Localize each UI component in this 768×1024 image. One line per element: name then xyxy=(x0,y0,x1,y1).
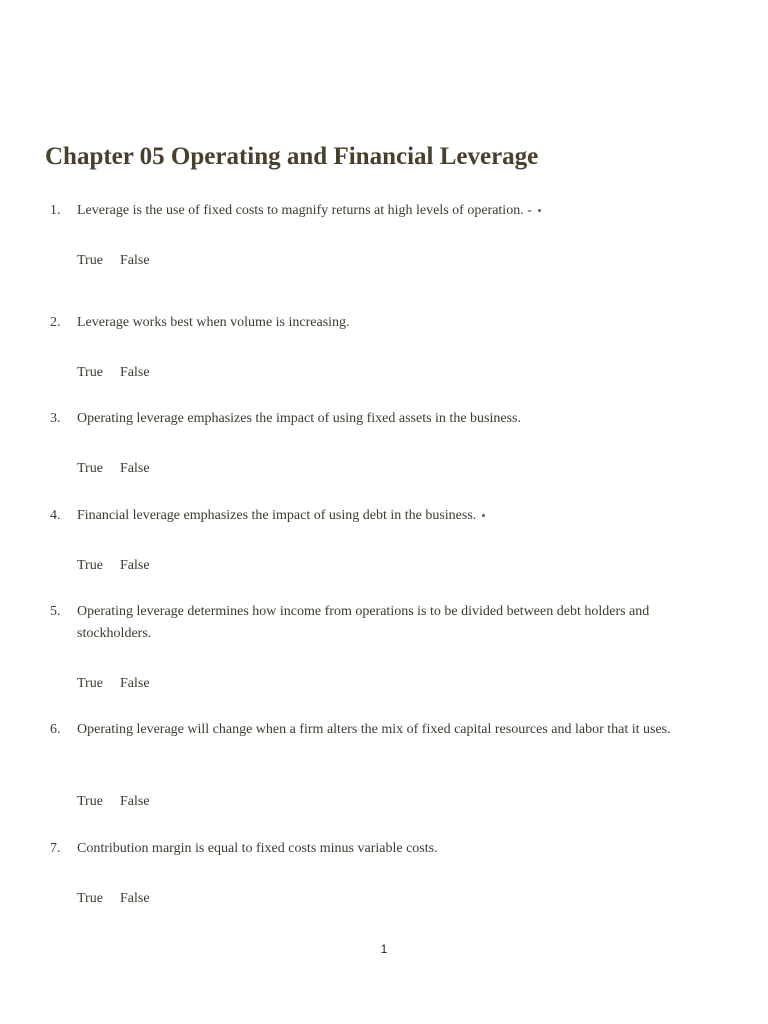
page-number: 1 xyxy=(380,942,388,956)
answer-options xyxy=(77,362,150,384)
question-number: 3. xyxy=(50,411,61,426)
answer-options xyxy=(77,791,150,813)
option-false[interactable]: False xyxy=(120,676,150,691)
page-title: Chapter 05 Operating and Financial Leverage xyxy=(45,143,539,170)
option-true[interactable]: True xyxy=(77,794,103,809)
question-text: Operating leverage determines how income from operations is to be divided between debt holders and stockholders. xyxy=(77,604,650,641)
question-text: Leverage works best when volume is increasing. xyxy=(77,315,350,330)
answer-options xyxy=(77,458,150,480)
answer-options xyxy=(77,673,150,695)
answer-options xyxy=(77,888,150,910)
option-true[interactable]: True xyxy=(77,253,103,268)
question-text xyxy=(77,505,702,527)
question-number: 7. xyxy=(50,841,61,856)
option-true[interactable]: True xyxy=(77,558,103,573)
option-false[interactable]: False xyxy=(120,461,150,476)
question-text: Operating leverage will change when a firm alters the mix of fixed capital resources and labor that it uses. xyxy=(77,722,671,737)
question-text-content: Leverage is the use of fixed costs to magnify returns at high levels of operation. - xyxy=(77,203,532,218)
bullet-mark-icon xyxy=(538,209,541,212)
question-number: 1. xyxy=(50,203,61,218)
bullet-mark-icon xyxy=(482,514,485,517)
answer-options xyxy=(77,250,150,272)
question-text-content: Financial leverage emphasizes the impact of using debt in the business. xyxy=(77,508,477,523)
option-true[interactable]: True xyxy=(77,891,103,906)
option-false[interactable]: False xyxy=(120,365,150,380)
option-false[interactable]: False xyxy=(120,558,150,573)
option-true[interactable]: True xyxy=(77,365,103,380)
question-number: 4. xyxy=(50,508,61,523)
option-true[interactable]: True xyxy=(77,676,103,691)
option-true[interactable]: True xyxy=(77,461,103,476)
question-number: 5. xyxy=(50,604,61,619)
question-number: 2. xyxy=(50,315,61,330)
option-false[interactable]: False xyxy=(120,891,150,906)
option-false[interactable]: False xyxy=(120,794,150,809)
answer-options xyxy=(77,555,150,577)
option-false[interactable]: False xyxy=(120,253,150,268)
question-text: Contribution margin is equal to fixed costs minus variable costs. xyxy=(77,841,438,856)
question-text xyxy=(77,200,702,222)
question-number: 6. xyxy=(50,722,61,737)
question-text: Operating leverage emphasizes the impact of using fixed assets in the business. xyxy=(77,411,521,426)
